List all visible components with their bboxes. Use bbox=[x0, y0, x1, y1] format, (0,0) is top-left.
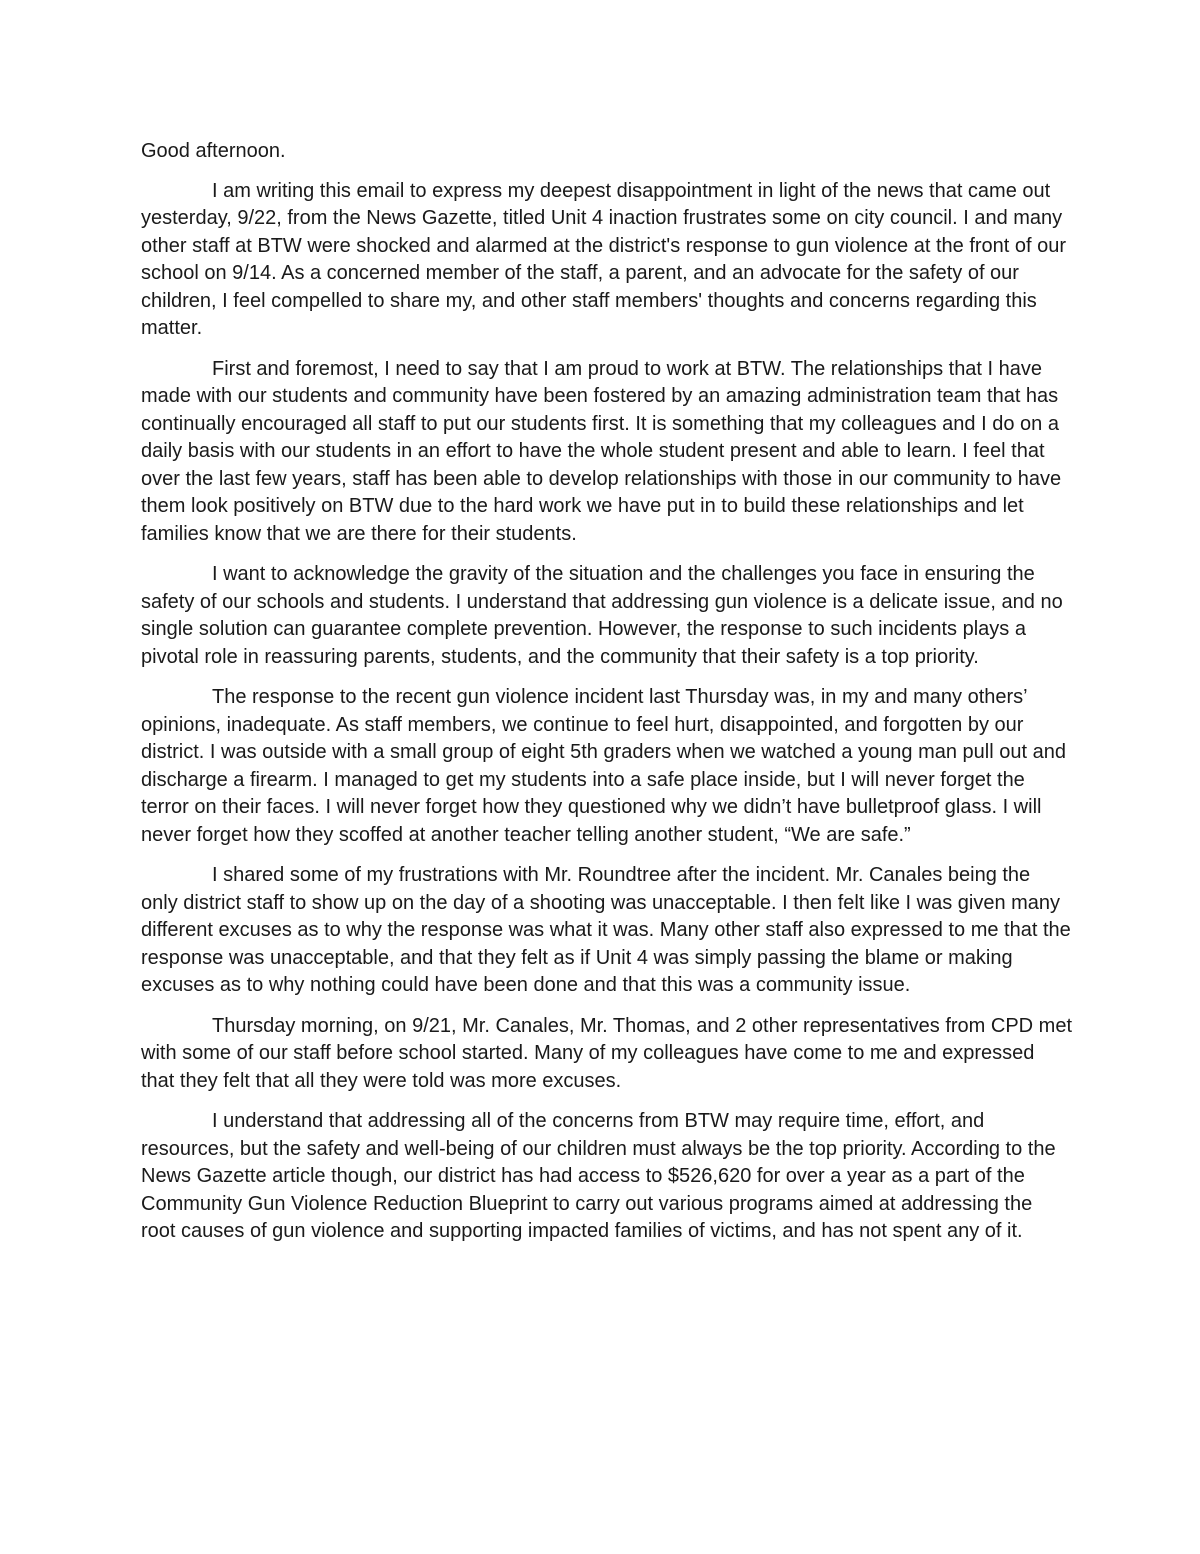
paragraph-frustrations-shared: I shared some of my frustrations with Mr. Roundtree after the incident. Mr. Canales being the only district staff to show up on the day of a shooting was unacceptable. I then felt like I was given many different excuses as to why the response was what it was. Many other staff also expressed to me that the response was unacceptable, and that they felt as if Unit 4 was simply passing the blame or making excuses as to why nothing could have been done and that this was a community issue. bbox=[141, 864, 1071, 996]
paragraph-pride-in-btw: First and foremost, I need to say that I am proud to work at BTW. The relationships that I have made with our students and community have been fostered by an amazing administration team that has continually encouraged all staff to put our students first. It is something that my colleagues and I do on a daily basis with our students in an effort to have the whole student present and able to learn. I feel that over the last few years, staff has been able to develop relationships with those in our community to have them look positively on BTW due to the hard work we have put in to build these relationships and let families know that we are there for their students. bbox=[141, 357, 1062, 545]
paragraph-email-purpose: I am writing this email to express my deepest disappointment in light of the news that came out yesterday, 9/22, from the News Gazette, titled Unit 4 inaction frustrates some on city council. I and many other staff at BTW were shocked and alarmed at the district's response to gun violence at the front of our school on 9/14. As a concerned member of the staff, a parent, and an advocate for the safety of our children, I feel compelled to share my, and other staff members' thoughts and concerns regarding this matter. bbox=[141, 179, 1067, 339]
paragraph-thursday-meeting: Thursday morning, on 9/21, Mr. Canales, Mr. Thomas, and 2 other representatives from CPD met with some of our staff before school started. Many of my colleagues have come to me and expressed that they felt that all they were told was more excuses. bbox=[141, 1014, 1073, 1092]
paragraph-incident-response: The response to the recent gun violence incident last Thursday was, in my and many others’ opinions, inadequate. As staff members, we continue to feel hurt, disappointed, and forgotten by our district. I was outside with a small group of eight 5th graders when we watched a young man pull out and discharge a firearm. I managed to get my students into a safe place inside, but I will never forget the terror on their faces. I will never forget how they questioned why we didn’t have bulletproof glass. I will never forget how they scoffed at another teacher telling another student, “We are safe.” bbox=[141, 686, 1066, 846]
paragraph-acknowledge-gravity: I want to acknowledge the gravity of the situation and the challenges you face in ensuring the safety of our schools and students. I understand that addressing gun violence is a delicate issue, and no single solution can guarantee complete prevention. However, the response to such incidents plays a pivotal role in reassuring parents, students, and the community that their safety is a top priority. bbox=[141, 563, 1063, 668]
paragraph-funding-concern: I understand that addressing all of the concerns from BTW may require time, effort, and resources, but the safety and well-being of our children must always be the top priority. According to the News Gazette article though, our district has had access to $526,620 for over a year as a part of the Community Gun Violence Reduction Blueprint to carry out various programs aimed at addressing the root causes of gun violence and supporting impacted families of victims, and has not spent any of it. bbox=[141, 1110, 1056, 1242]
greeting: Good afternoon. bbox=[141, 140, 286, 162]
